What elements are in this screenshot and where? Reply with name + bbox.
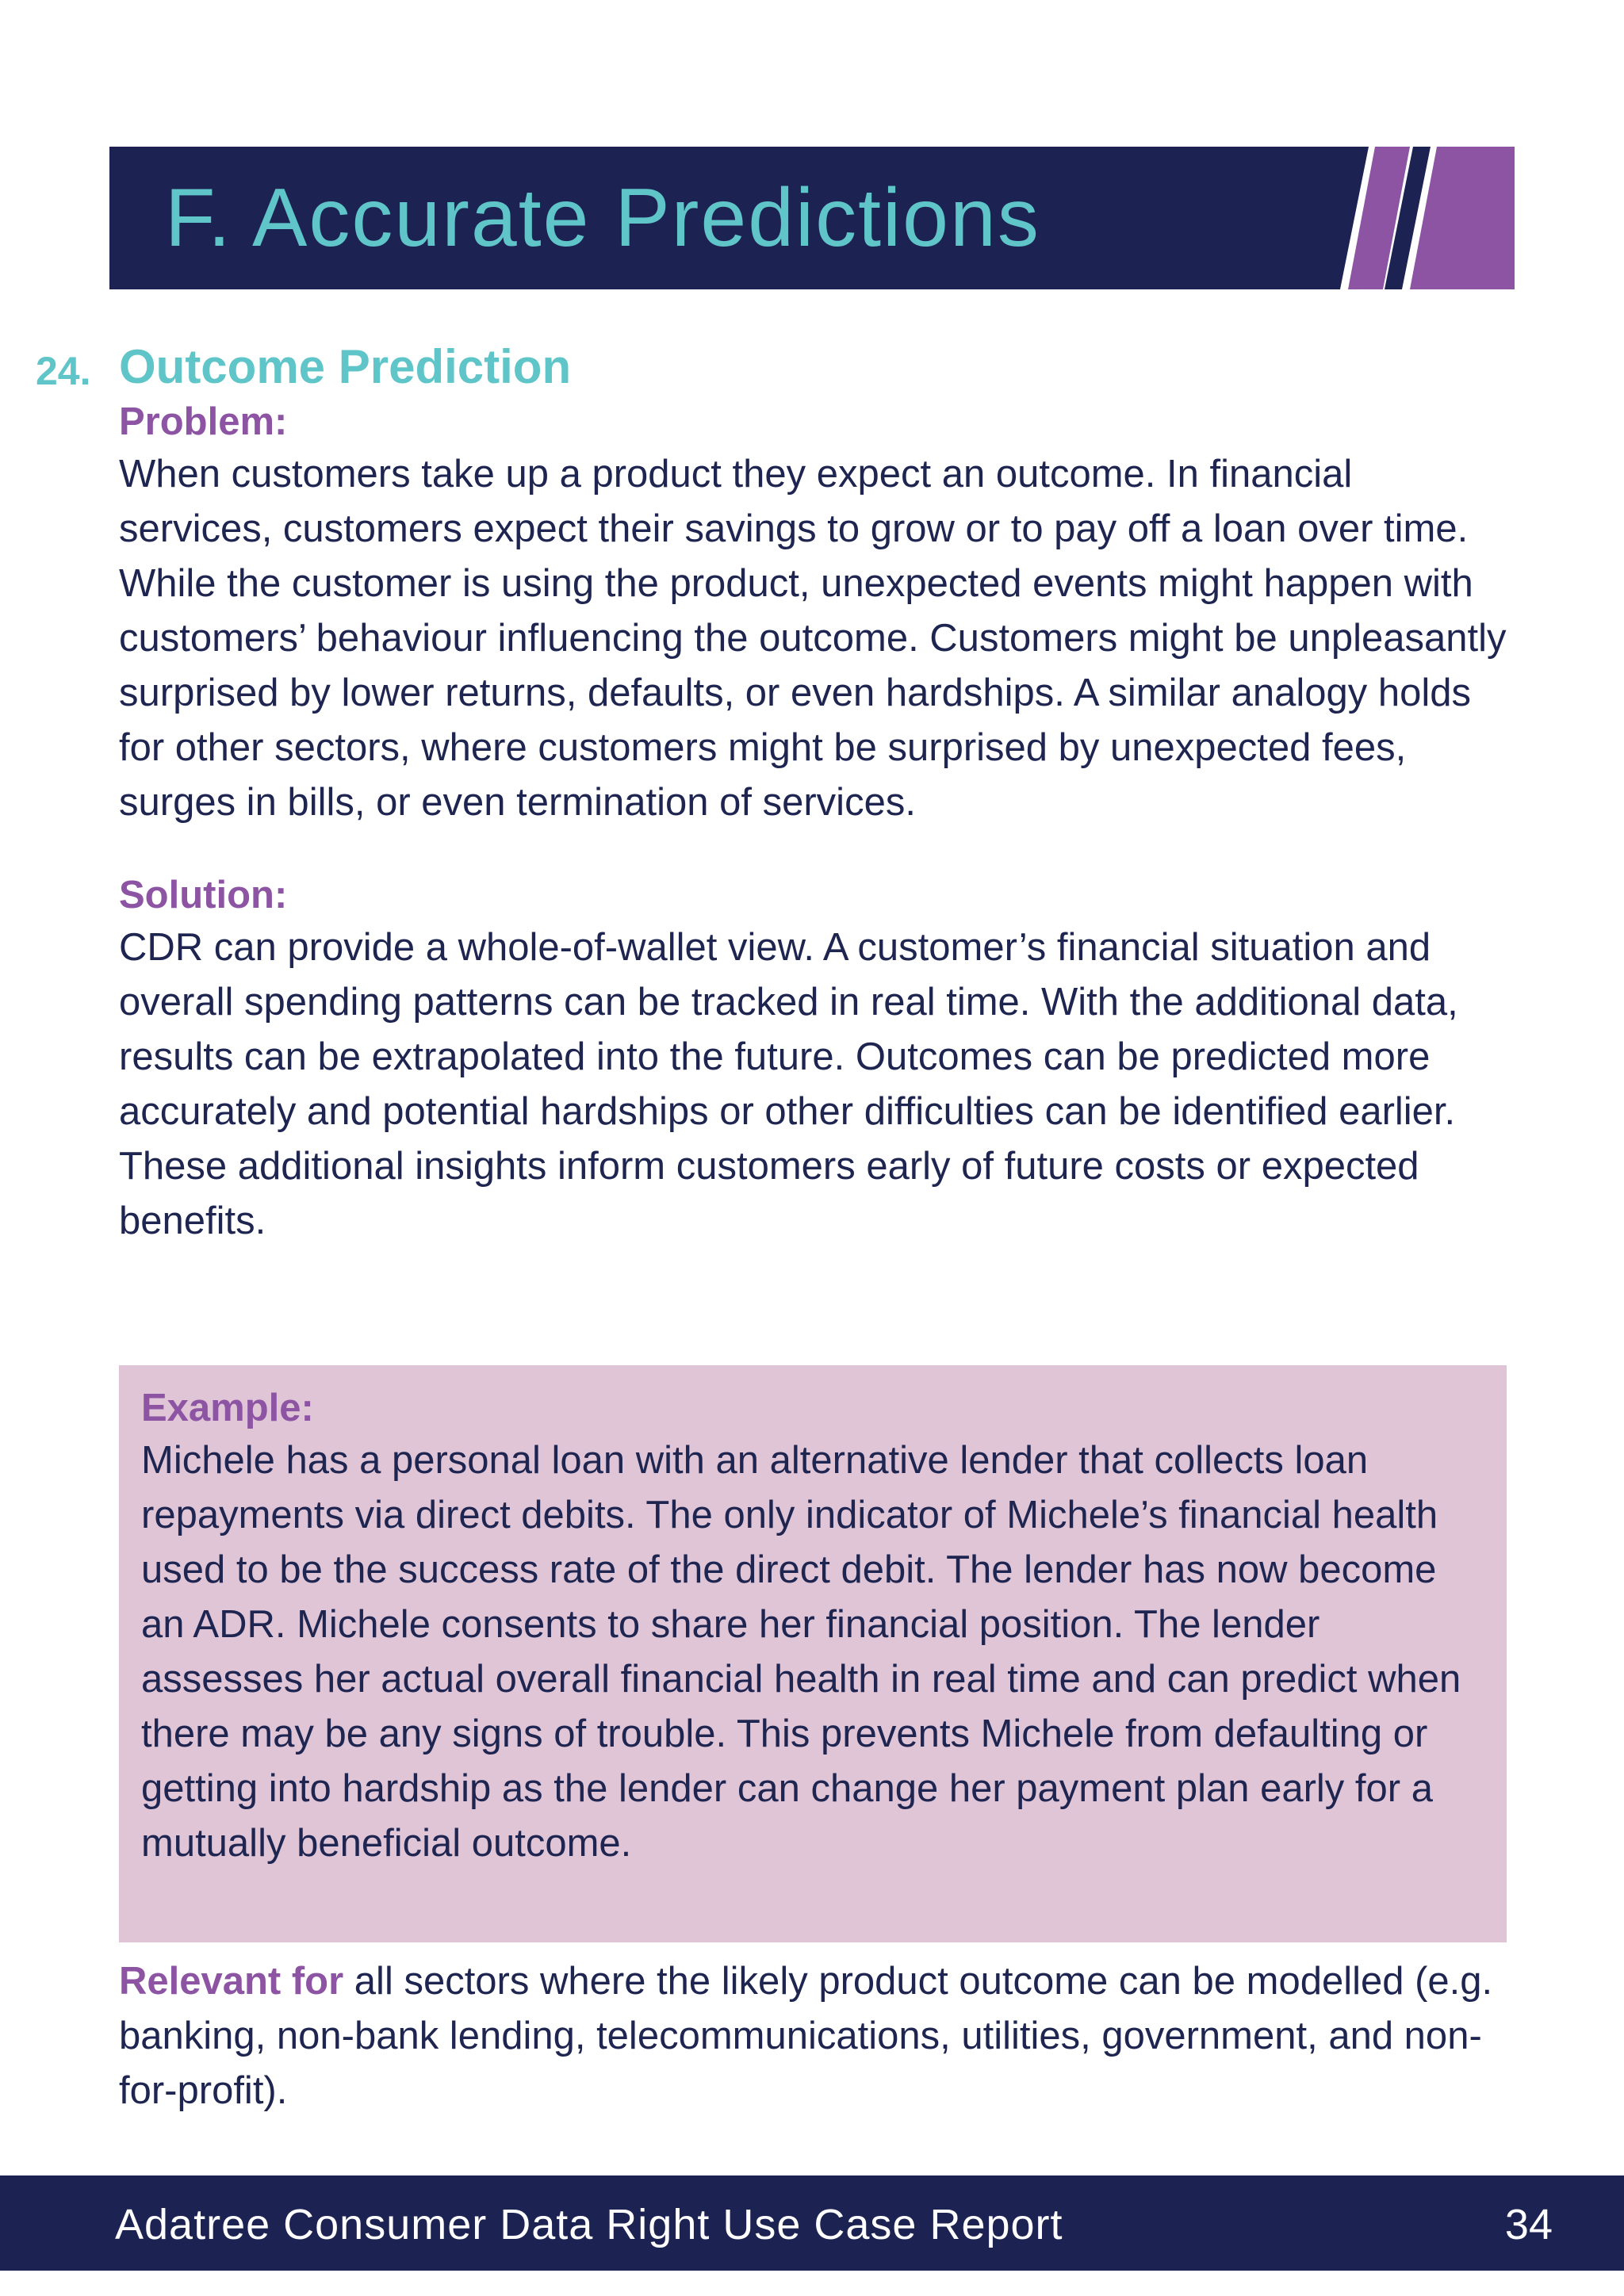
slash-right-fill [1410,147,1515,289]
section-heading: Outcome Prediction [119,340,572,393]
relevant-label: Relevant for [119,1960,344,2003]
example-box [119,1365,1507,1942]
example-label: Example: [141,1387,314,1429]
section-title: F. Accurate Predictions [165,172,1040,264]
section-body [119,337,1507,1249]
relevant-paragraph [119,1954,1507,2118]
problem-text: When customers take up a product they expect an outcome. In financial services, customers expect their savings to grow or to pay off a loan over time. While the customer is using the product, unexpected events might happen with customers’ behaviour influencing the outcome. Customers might be unpleasantly surprised by lower returns, defaults, or even hardships. A similar analogy holds for other sectors, where customers might be surprised by unexpected fees, surges in bills, or even termination of services. [119,453,1507,824]
page-footer [0,2175,1624,2271]
footer-title: Adatree Consumer Data Right Use Case Report [115,2201,1063,2248]
relevant-text: all sectors where the likely product outcome can be modelled (e.g. banking, non-bank lending, telecommunications, utilities, government, and non-for-profit). [119,1960,1493,2112]
solution-text: CDR can provide a whole-of-wallet view. A customer’s financial situation and overall spending patterns can be tracked in real time. With the additional data, results can be extrapolated into the future. Outcomes can be predicted more accurately and potential hardships or other difficulties can be identified earlier. These additional insights inform customers early of future costs or expected benefits. [119,926,1458,1242]
spacer [119,830,1507,870]
example-text: Michele has a personal loan with an alternative lender that collects loan repayments via direct debits. The only indicator of Michele’s financial health used to be the success rate of the direct debit. The lender has now become an ADR. Michele consents to share her financial position. The lender assesses her actual overall financial health in real time and can predict when there may be any signs of trouble. This prevents Michele from defaulting or getting into hardship as the lender can change her payment plan early for a mutually beneficial outcome. [141,1439,1461,1865]
section-banner [109,147,1515,289]
page-number: 34 [1504,2201,1553,2248]
decorative-slashes [1337,147,1515,289]
section-number: 24. [36,349,91,393]
relevant-for [119,1954,1507,2118]
problem-label: Problem: [119,400,288,443]
solution-label: Solution: [119,874,288,916]
